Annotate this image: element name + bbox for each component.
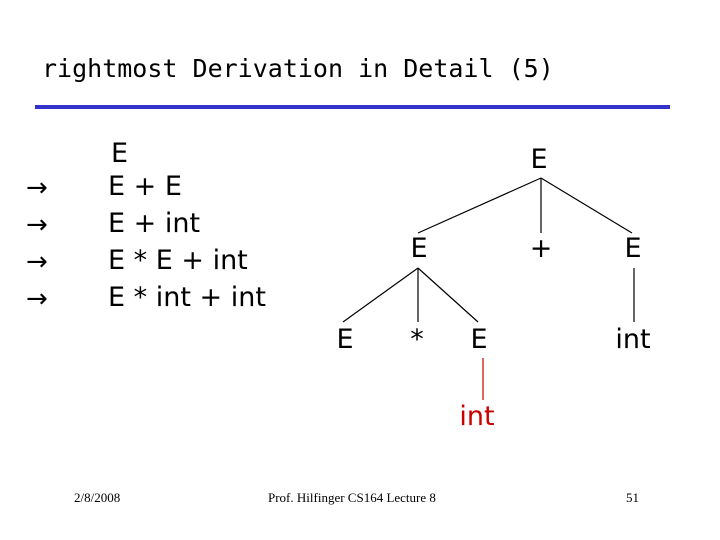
arrow-icon: → bbox=[26, 173, 48, 203]
edge-root-left bbox=[418, 178, 541, 233]
tree-node-ll-e: E bbox=[336, 324, 354, 355]
derivation-step-2: E + int bbox=[108, 208, 201, 239]
slide-title: rightmost Derivation in Detail (5) bbox=[42, 54, 554, 83]
tree-node-lr-e: E bbox=[470, 324, 488, 355]
footer-course: Prof. Hilfinger CS164 Lecture 8 bbox=[268, 490, 436, 505]
tree-node-star: * bbox=[410, 324, 424, 355]
footer-page-number: 51 bbox=[626, 490, 639, 505]
derivation-step-0: E bbox=[111, 138, 129, 169]
tree-node-new-int: int bbox=[459, 401, 495, 432]
arrow-icon: → bbox=[26, 210, 48, 240]
tree-node-plus: + bbox=[529, 233, 553, 264]
tree-node-root: E bbox=[530, 144, 548, 175]
derivation-step-3: E * E + int bbox=[108, 245, 248, 276]
arrow-icon: → bbox=[26, 284, 48, 314]
edge-root-right bbox=[541, 178, 632, 233]
tree-node-right-e: E bbox=[624, 233, 642, 264]
edge-left-lr bbox=[418, 268, 478, 322]
tree-node-left-e: E bbox=[410, 233, 428, 264]
tree-node-right-int: int bbox=[615, 324, 651, 355]
edge-left-ll bbox=[343, 268, 418, 322]
derivation-step-1: E + E bbox=[108, 171, 182, 202]
footer-date: 2/8/2008 bbox=[74, 490, 121, 505]
derivation-step-4: E * int + int bbox=[108, 282, 266, 313]
arrow-icon: → bbox=[26, 247, 48, 277]
